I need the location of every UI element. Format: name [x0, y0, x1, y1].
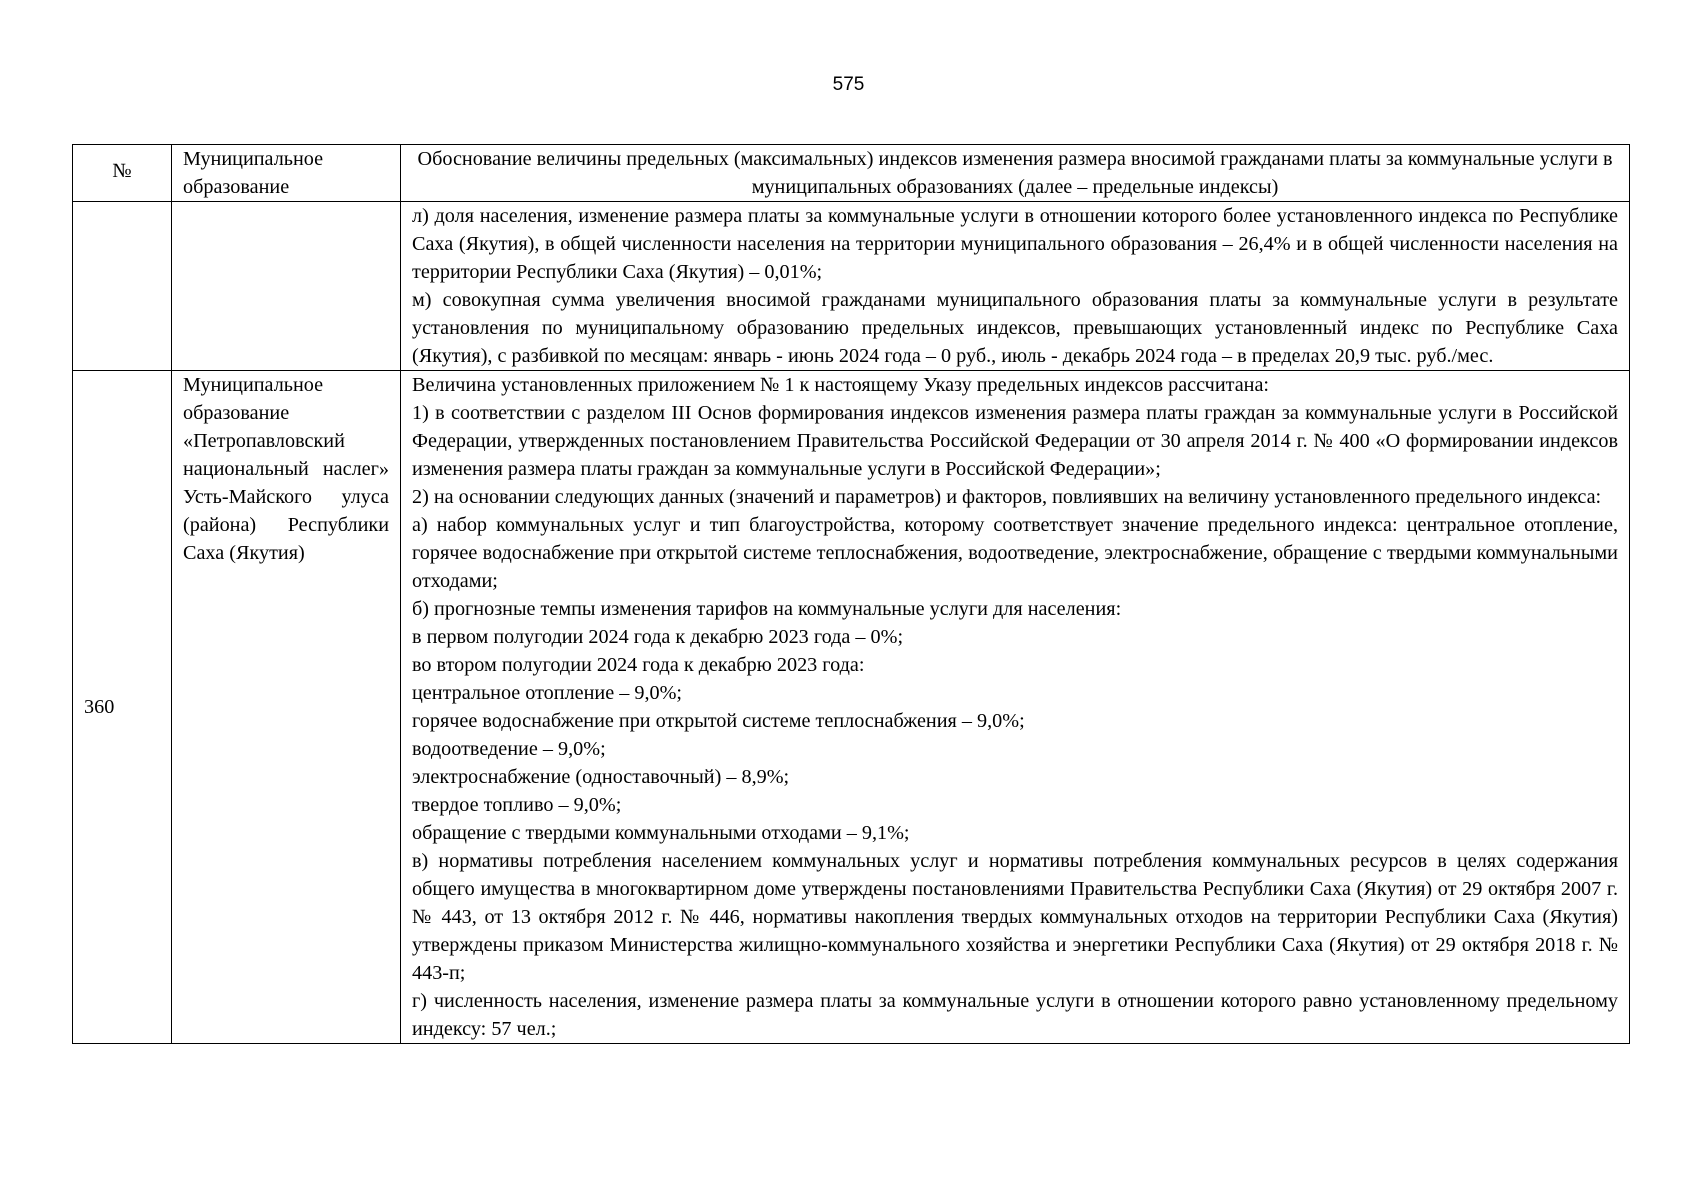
paragraph: в) нормативы потребления населением коммунальных услуг и нормативы потребления коммунальных ресурсов в целях содержания общего имущества в многоквартирном доме утверждены постановлениями Правительства Республики Саха (Якутия) от 29 октября 2007 г. № 443, от 13 октября 2012 г. № 446, нормативы накопления твердых коммунальных отходов на территории Республики Саха (Якутия) утверждены приказом Министерства жилищно-коммунального хозяйства и энергетики Республики Саха (Якутия) от 29 октября 2018 г. № 443-п; — [412, 850, 1618, 984]
paragraph: центральное отопление – 9,0%; — [412, 682, 683, 704]
paragraph: Величина установленных приложением № 1 к настоящему Указу предельных индексов рассчитана: — [412, 374, 1270, 396]
header-number: № — [73, 145, 172, 202]
table-header-row — [73, 145, 1630, 202]
row-municipality: Муниципальное образование «Петропавловский национальный наслег» Усть-Майского улуса (района) Республики Саха (Якутия) — [172, 371, 401, 1044]
justification-table — [72, 144, 1630, 1044]
row-number: 360 — [73, 371, 172, 1044]
paragraph: б) прогнозные темпы изменения тарифов на коммунальные услуги для населения: — [412, 598, 1122, 620]
header-justification: Обоснование величины предельных (максимальных) индексов изменения размера вносимой гражданами платы за коммунальные услуги в муниципальных образованиях (далее – предельные индексы) — [401, 145, 1630, 202]
table-row — [73, 371, 1630, 1044]
paragraph: твердое топливо – 9,0%; — [412, 794, 622, 816]
paragraph: 1) в соответствии с разделом III Основ формирования индексов изменения размера платы граждан за коммунальные услуги в Российской Федерации, утвержденных постановлением Правительства Российской Федерации от 30 апреля 2014 г. № 400 «О формировании индексов изменения размера платы граждан за коммунальные услуги в Российской Федерации»; — [412, 402, 1618, 480]
header-municipality: Муниципальное образование — [172, 145, 401, 202]
row-municipality — [172, 202, 401, 371]
paragraph: а) набор коммунальных услуг и тип благоустройства, которому соответствует значение предельного индекса: центральное отопление, горячее водоснабжение при открытой системе теплоснабжения, водоотведение, электроснабжение, обращение с твердыми коммунальными отходами; — [412, 514, 1618, 592]
paragraph: во втором полугодии 2024 года к декабрю 2023 года: — [412, 654, 865, 676]
paragraph: водоотведение – 9,0%; — [412, 738, 606, 760]
table-row — [73, 202, 1630, 371]
row-justification — [401, 202, 1630, 371]
row-justification — [401, 371, 1630, 1044]
paragraph: электроснабжение (одноставочный) – 8,9%; — [412, 766, 790, 788]
paragraph: 2) на основании следующих данных (значений и параметров) и факторов, повлиявших на величину установленного предельного индекса: — [412, 486, 1602, 508]
paragraph: горячее водоснабжение при открытой системе теплоснабжения – 9,0%; — [412, 710, 1025, 732]
row-number — [73, 202, 172, 371]
paragraph: г) численность населения, изменение размера платы за коммунальные услуги в отношении которого равно установленному предельному индексу: 57 чел.; — [412, 990, 1618, 1040]
paragraph: л) доля населения, изменение размера платы за коммунальные услуги в отношении которого более установленного индекса по Республике Саха (Якутия), в общей численности населения на территории муниципального образования – 26,4% и в общей численности населения на территории Республики Саха (Якутия) – 0,01%; — [412, 205, 1618, 283]
paragraph: в первом полугодии 2024 года к декабрю 2023 года – 0%; — [412, 626, 904, 648]
paragraph: м) совокупная сумма увеличения вносимой гражданами муниципального образования платы за коммунальные услуги в результате установления по муниципальному образованию предельных индексов, превышающих установленный индекс по Республике Саха (Якутия), с разбивкой по месяцам: январь - июнь 2024 года – 0 руб., июль - декабрь 2024 года – в пределах 20,9 тыс. руб./мес. — [412, 289, 1618, 367]
page-number: 575 — [832, 74, 865, 95]
paragraph: обращение с твердыми коммунальными отходами – 9,1%; — [412, 822, 910, 844]
